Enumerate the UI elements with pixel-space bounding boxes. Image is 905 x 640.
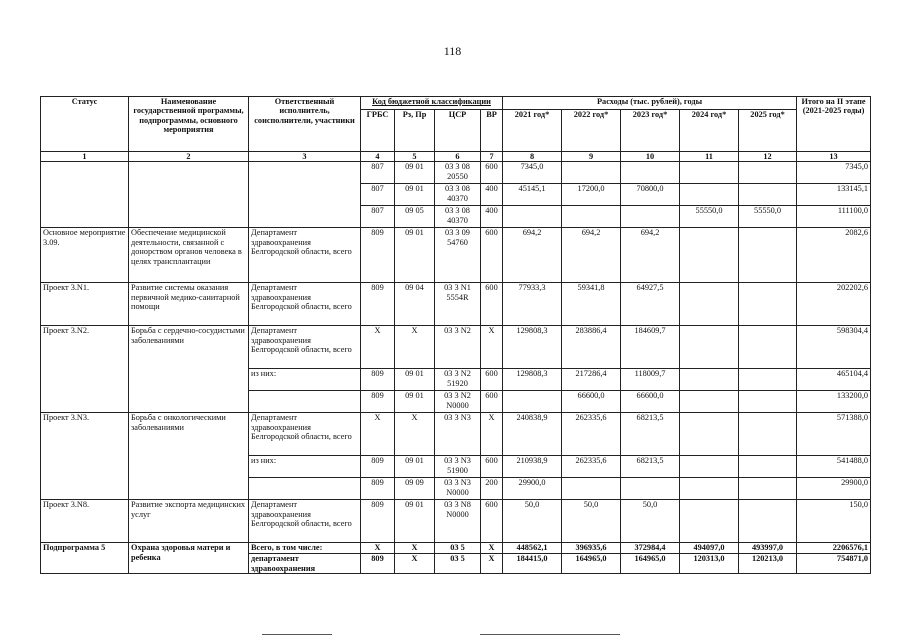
- column-number: 4: [361, 152, 395, 162]
- value-2025: [739, 478, 797, 500]
- header-csr: ЦСР: [435, 110, 481, 152]
- value-2025: [739, 162, 797, 184]
- header-rzpr: Рз, Пр: [395, 110, 435, 152]
- value-2024: [680, 326, 739, 369]
- vr-cell: 600: [481, 228, 503, 283]
- value-2021: 45145,1: [503, 184, 562, 206]
- value-2021: 184415,0: [503, 554, 562, 574]
- value-2023: 694,2: [621, 228, 680, 283]
- name-cell: Развитие экспорта медицинских услуг: [129, 500, 249, 543]
- header-2024: 2024 год*: [680, 110, 739, 152]
- value-2024: [680, 456, 739, 478]
- rzpr-cell: 09 01: [395, 228, 435, 283]
- vr-cell: 600: [481, 283, 503, 326]
- csr-cell: 03 3 08 40370: [435, 184, 481, 206]
- rzpr-cell: 09 05: [395, 206, 435, 228]
- header-vr: ВР: [481, 110, 503, 152]
- vr-cell: Х: [481, 413, 503, 456]
- value-2021: 129808,3: [503, 326, 562, 369]
- csr-cell: 03 3 N1 5554R: [435, 283, 481, 326]
- header-2023: 2023 год*: [621, 110, 680, 152]
- value-2024: 55550,0: [680, 206, 739, 228]
- vr-cell: Х: [481, 543, 503, 554]
- value-2025: 120213,0: [739, 554, 797, 574]
- table-row: [41, 326, 871, 369]
- header-status: Статус: [41, 97, 129, 152]
- rzpr-cell: Х: [395, 554, 435, 574]
- grbs-cell: 809: [361, 456, 395, 478]
- value-2024: 494097,0: [680, 543, 739, 554]
- csr-cell: 03 3 N2 51920: [435, 369, 481, 391]
- csr-cell: 03 3 08 20550: [435, 162, 481, 184]
- csr-cell: 03 3 N3: [435, 413, 481, 456]
- value-2021: 29900,0: [503, 478, 562, 500]
- column-number: 7: [481, 152, 503, 162]
- rzpr-cell: Х: [395, 326, 435, 369]
- value-2021: 77933,3: [503, 283, 562, 326]
- value-total: 7345,0: [797, 162, 871, 184]
- value-total: 202202,6: [797, 283, 871, 326]
- value-2024: [680, 391, 739, 413]
- value-2023: 50,0: [621, 500, 680, 543]
- vr-cell: 600: [481, 500, 503, 543]
- column-number: 13: [797, 152, 871, 162]
- header-2021: 2021 год*: [503, 110, 562, 152]
- value-2024: [680, 369, 739, 391]
- value-2025: [739, 413, 797, 456]
- rzpr-cell: 09 01: [395, 391, 435, 413]
- status-cell: Подпрограмма 5: [41, 543, 129, 574]
- column-number: 9: [562, 152, 621, 162]
- name-cell: Борьба с сердечно-сосудистыми заболеваниями: [129, 326, 249, 413]
- value-2024: [680, 162, 739, 184]
- footer-rule: [262, 634, 332, 635]
- grbs-cell: Х: [361, 543, 395, 554]
- value-2025: [739, 283, 797, 326]
- rzpr-cell: 09 01: [395, 162, 435, 184]
- rzpr-cell: 09 04: [395, 283, 435, 326]
- value-total: 111100,0: [797, 206, 871, 228]
- column-number: 8: [503, 152, 562, 162]
- value-total: 133145,1: [797, 184, 871, 206]
- vr-cell: 200: [481, 478, 503, 500]
- name-cell: Охрана здоровья матери и ребенка: [129, 543, 249, 574]
- value-2021: [503, 206, 562, 228]
- grbs-cell: 809: [361, 283, 395, 326]
- value-2025: [739, 184, 797, 206]
- value-2021: 7345,0: [503, 162, 562, 184]
- value-2023: [621, 206, 680, 228]
- value-2023: [621, 478, 680, 500]
- rzpr-cell: 09 01: [395, 456, 435, 478]
- rzpr-cell: 09 01: [395, 369, 435, 391]
- grbs-cell: 809: [361, 500, 395, 543]
- grbs-cell: 809: [361, 478, 395, 500]
- csr-cell: 03 5: [435, 554, 481, 574]
- table-row: [41, 228, 871, 283]
- value-total: 598304,4: [797, 326, 871, 369]
- responsible-cell: [249, 478, 361, 500]
- column-number: 3: [249, 152, 361, 162]
- value-2024: 120313,0: [680, 554, 739, 574]
- value-2023: 68213,5: [621, 456, 680, 478]
- header-total: Итого на II этапе (2021-2025 годы): [797, 97, 871, 152]
- vr-cell: 400: [481, 184, 503, 206]
- column-number: 1: [41, 152, 129, 162]
- value-2025: 493997,0: [739, 543, 797, 554]
- responsible-cell: из них:: [249, 369, 361, 391]
- csr-cell: 03 3 N3 51900: [435, 456, 481, 478]
- value-2025: [739, 500, 797, 543]
- value-2021: 240838,9: [503, 413, 562, 456]
- status-cell: Проект 3.N3.: [41, 413, 129, 500]
- csr-cell: 03 3 N3 N0000: [435, 478, 481, 500]
- header-2025: 2025 год*: [739, 110, 797, 152]
- value-2022: 694,2: [562, 228, 621, 283]
- grbs-cell: 809: [361, 369, 395, 391]
- value-total: 571388,0: [797, 413, 871, 456]
- table-row: [41, 283, 871, 326]
- status-cell: [41, 162, 129, 228]
- grbs-cell: 807: [361, 206, 395, 228]
- vr-cell: 400: [481, 206, 503, 228]
- column-number: 5: [395, 152, 435, 162]
- value-2024: [680, 500, 739, 543]
- value-2024: [680, 228, 739, 283]
- rzpr-cell: 09 01: [395, 184, 435, 206]
- vr-cell: 600: [481, 456, 503, 478]
- grbs-cell: 809: [361, 391, 395, 413]
- value-2023: 372984,4: [621, 543, 680, 554]
- column-number: 2: [129, 152, 249, 162]
- value-2021: 50,0: [503, 500, 562, 543]
- table-row: [41, 162, 871, 184]
- value-2022: 217286,4: [562, 369, 621, 391]
- column-number: 12: [739, 152, 797, 162]
- rzpr-cell: 09 01: [395, 500, 435, 543]
- status-cell: Проект 3.N2.: [41, 326, 129, 413]
- value-2022: 164965,0: [562, 554, 621, 574]
- grbs-cell: 809: [361, 554, 395, 574]
- value-2025: 55550,0: [739, 206, 797, 228]
- responsible-cell: Департамент здравоохранения Белгородской области, всего: [249, 228, 361, 283]
- csr-cell: 03 5: [435, 543, 481, 554]
- column-number: 6: [435, 152, 481, 162]
- responsible-cell: Департамент здравоохранения Белгородской области, всего: [249, 413, 361, 456]
- value-2024: [680, 283, 739, 326]
- value-2022: 262335,6: [562, 456, 621, 478]
- value-total: 150,0: [797, 500, 871, 543]
- name-cell: Развитие системы оказания первичной медико-санитарной помощи: [129, 283, 249, 326]
- value-2022: 262335,6: [562, 413, 621, 456]
- csr-cell: 03 3 N2 N0000: [435, 391, 481, 413]
- value-2022: 50,0: [562, 500, 621, 543]
- value-2024: [680, 413, 739, 456]
- status-cell: Проект 3.N8.: [41, 500, 129, 543]
- value-2023: 118009,7: [621, 369, 680, 391]
- header-name: Наименование государственной программы, подпрограммы, основного мероприятия: [129, 97, 249, 152]
- grbs-cell: Х: [361, 326, 395, 369]
- value-2021: 694,2: [503, 228, 562, 283]
- header-responsible: Ответственный исполнитель, соисполнители, участники: [249, 97, 361, 152]
- grbs-cell: 809: [361, 228, 395, 283]
- value-2025: [739, 391, 797, 413]
- status-cell: Проект 3.N1.: [41, 283, 129, 326]
- value-2022: 396935,6: [562, 543, 621, 554]
- status-cell: Основное мероприятие 3.09.: [41, 228, 129, 283]
- value-2021: 210938,9: [503, 456, 562, 478]
- value-total: 2206576,1: [797, 543, 871, 554]
- value-2022: 283886,4: [562, 326, 621, 369]
- column-number-row: [41, 152, 871, 162]
- value-2024: [680, 184, 739, 206]
- value-2022: 59341,8: [562, 283, 621, 326]
- table-row: [41, 500, 871, 543]
- name-cell: Обеспечение медицинской деятельности, связанной с донорством органов человека в целях трансплантации: [129, 228, 249, 283]
- value-2025: [739, 326, 797, 369]
- value-total: 754871,0: [797, 554, 871, 574]
- responsible-cell: [249, 162, 361, 228]
- responsible-cell: Департамент здравоохранения Белгородской области, всего: [249, 283, 361, 326]
- value-2021: 129808,3: [503, 369, 562, 391]
- grbs-cell: 807: [361, 184, 395, 206]
- value-2025: [739, 456, 797, 478]
- value-2024: [680, 478, 739, 500]
- header-kbk-group: Код бюджетной классификации: [361, 97, 503, 110]
- vr-cell: 600: [481, 391, 503, 413]
- value-2023: 66600,0: [621, 391, 680, 413]
- csr-cell: 03 3 08 40370: [435, 206, 481, 228]
- value-2022: [562, 478, 621, 500]
- value-2023: 64927,5: [621, 283, 680, 326]
- budget-table: [40, 96, 871, 574]
- csr-cell: 03 3 N2: [435, 326, 481, 369]
- column-number: 10: [621, 152, 680, 162]
- header-grbs: ГРБС: [361, 110, 395, 152]
- grbs-cell: 807: [361, 162, 395, 184]
- page-number: 118: [443, 44, 462, 58]
- value-2022: [562, 162, 621, 184]
- value-2023: 68213,5: [621, 413, 680, 456]
- responsible-cell: Департамент здравоохранения Белгородской области, всего: [249, 500, 361, 543]
- value-2021: [503, 391, 562, 413]
- value-2022: [562, 206, 621, 228]
- value-total: 133200,0: [797, 391, 871, 413]
- vr-cell: Х: [481, 326, 503, 369]
- value-2023: 70800,0: [621, 184, 680, 206]
- footer-rule: [480, 634, 620, 635]
- rzpr-cell: Х: [395, 543, 435, 554]
- name-cell: [129, 162, 249, 228]
- responsible-cell: Департамент здравоохранения Белгородской области, всего: [249, 326, 361, 369]
- responsible-cell: Всего, в том числе:: [249, 543, 361, 554]
- value-2023: 184609,7: [621, 326, 680, 369]
- table-row: [41, 543, 871, 554]
- value-2023: [621, 162, 680, 184]
- value-total: 465104,4: [797, 369, 871, 391]
- responsible-cell: из них:: [249, 456, 361, 478]
- csr-cell: 03 3 09 54760: [435, 228, 481, 283]
- rzpr-cell: Х: [395, 413, 435, 456]
- vr-cell: Х: [481, 554, 503, 574]
- column-number: 11: [680, 152, 739, 162]
- vr-cell: 600: [481, 369, 503, 391]
- value-total: 2082,6: [797, 228, 871, 283]
- value-2023: 164965,0: [621, 554, 680, 574]
- responsible-cell: департамент здравоохранения: [249, 554, 361, 574]
- header-expenses-group: Расходы (тыс. рублей), годы: [503, 97, 797, 110]
- vr-cell: 600: [481, 162, 503, 184]
- name-cell: Борьба с онкологическими заболеваниями: [129, 413, 249, 500]
- table-row: [41, 413, 871, 456]
- value-2021: 448562,1: [503, 543, 562, 554]
- value-2025: [739, 228, 797, 283]
- responsible-cell: [249, 391, 361, 413]
- csr-cell: 03 3 N8 N0000: [435, 500, 481, 543]
- header-2022: 2022 год*: [562, 110, 621, 152]
- grbs-cell: Х: [361, 413, 395, 456]
- value-2022: 66600,0: [562, 391, 621, 413]
- value-2025: [739, 369, 797, 391]
- value-total: 29900,0: [797, 478, 871, 500]
- rzpr-cell: 09 09: [395, 478, 435, 500]
- value-2022: 17200,0: [562, 184, 621, 206]
- value-total: 541488,0: [797, 456, 871, 478]
